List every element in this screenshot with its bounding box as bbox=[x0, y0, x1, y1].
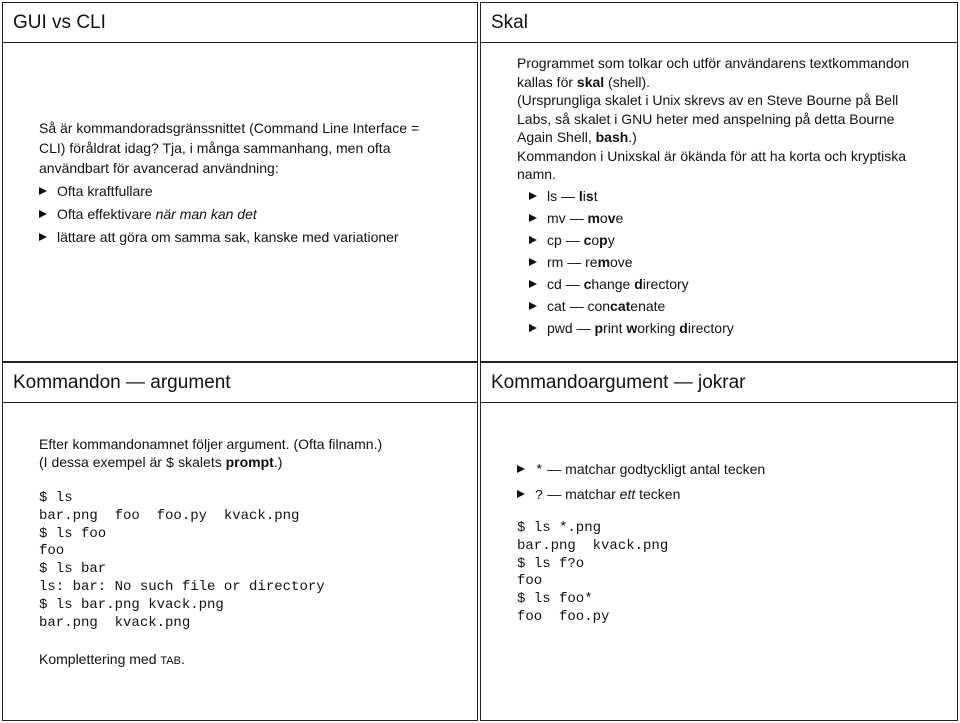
triangle-bullet-icon bbox=[529, 324, 537, 332]
command-item-rm: rm — re m ove bbox=[529, 252, 927, 272]
slide-content bbox=[517, 459, 937, 627]
terminal-example: $ ls *.png bar.png kvack.png $ ls f?o foo $ ls foo* foo foo.py bbox=[517, 520, 669, 625]
wildcard-question-item: ? — matchar ett tecken bbox=[517, 484, 937, 506]
paragraph-bourne: (Ursprungliga skalet i Unix skrevs av en Steve Bourne på Bell Labs, så skalet i GNU heter med anspelning på detta Bourne Again Shell, bash.) bbox=[517, 92, 899, 145]
command-list bbox=[517, 186, 927, 338]
bullet-text: lättare att göra om samma sak, kanske med variationer bbox=[57, 229, 399, 245]
triangle-bullet-icon bbox=[529, 214, 537, 222]
wildcard-star-item: * — matchar godtyckligt antal tecken bbox=[517, 459, 937, 481]
completion-note: Komplettering med TAB. bbox=[39, 651, 185, 668]
triangle-bullet-icon bbox=[529, 302, 537, 310]
command-item-mv: mv — m o v e bbox=[529, 208, 927, 228]
slide-title: Skal bbox=[481, 3, 957, 43]
command-item-ls: ls — l i s t bbox=[529, 186, 927, 206]
paragraph-commands: Kommandon i Unixskal är ökända för att ha korta och kryptiska namn. bbox=[517, 147, 907, 182]
argument-paragraph: Efter kommandonamnet följer argument. (Ofta filnamn.) bbox=[39, 436, 383, 452]
bullet-item bbox=[39, 181, 449, 201]
terminal-example: $ ls bar.png foo foo.py kvack.png $ ls foo foo $ ls bar ls: bar: No such file or directory $ ls bar.png kvack.png bar.png kvack.png bbox=[39, 490, 325, 631]
bullet-text: Ofta effektivare när man kan det bbox=[57, 206, 257, 222]
command-item-pwd: pwd — p rint w orking d irectory bbox=[529, 318, 927, 338]
triangle-bullet-icon bbox=[529, 192, 537, 200]
triangle-bullet-icon bbox=[39, 187, 47, 195]
slide-skal bbox=[480, 2, 958, 362]
slide-content bbox=[39, 435, 459, 670]
triangle-bullet-icon bbox=[517, 490, 525, 498]
prompt-paragraph: (I dessa exempel är $ skalets prompt.) bbox=[39, 454, 283, 472]
slide-kommandon-argument bbox=[2, 362, 478, 721]
triangle-bullet-icon bbox=[39, 233, 47, 241]
slide-title: GUI vs CLI bbox=[3, 3, 477, 43]
command-item-cd: cd — c hange d irectory bbox=[529, 274, 927, 294]
triangle-bullet-icon bbox=[529, 236, 537, 244]
command-item-cat: cat — con cat enate bbox=[529, 296, 927, 316]
triangle-bullet-icon bbox=[517, 465, 525, 473]
paragraph-shell: Programmet som tolkar och utför användarens textkommandon kallas för skal (shell). bbox=[517, 55, 910, 90]
slide-title: Kommandoargument — jokrar bbox=[481, 363, 957, 403]
triangle-bullet-icon bbox=[529, 280, 537, 288]
slide-gui-vs-cli bbox=[2, 2, 478, 362]
bullet-text: Ofta kraftfullare bbox=[57, 183, 153, 199]
slide-jokrar bbox=[480, 362, 958, 721]
bullet-item bbox=[39, 204, 449, 224]
triangle-bullet-icon bbox=[529, 258, 537, 266]
triangle-bullet-icon bbox=[39, 210, 47, 218]
slide-content bbox=[39, 118, 449, 247]
bullet-item bbox=[39, 227, 449, 247]
intro-paragraph: Så är kommandoradsgränssnittet (Command Line Interface = CLI) föråldrat idag? Tja, i många sammanhang, men ofta användbart för avancerad användning: bbox=[39, 120, 420, 176]
slide-content bbox=[517, 54, 927, 338]
slide-title: Kommandon — argument bbox=[3, 363, 477, 403]
command-item-cp: cp — c o p y bbox=[529, 230, 927, 250]
